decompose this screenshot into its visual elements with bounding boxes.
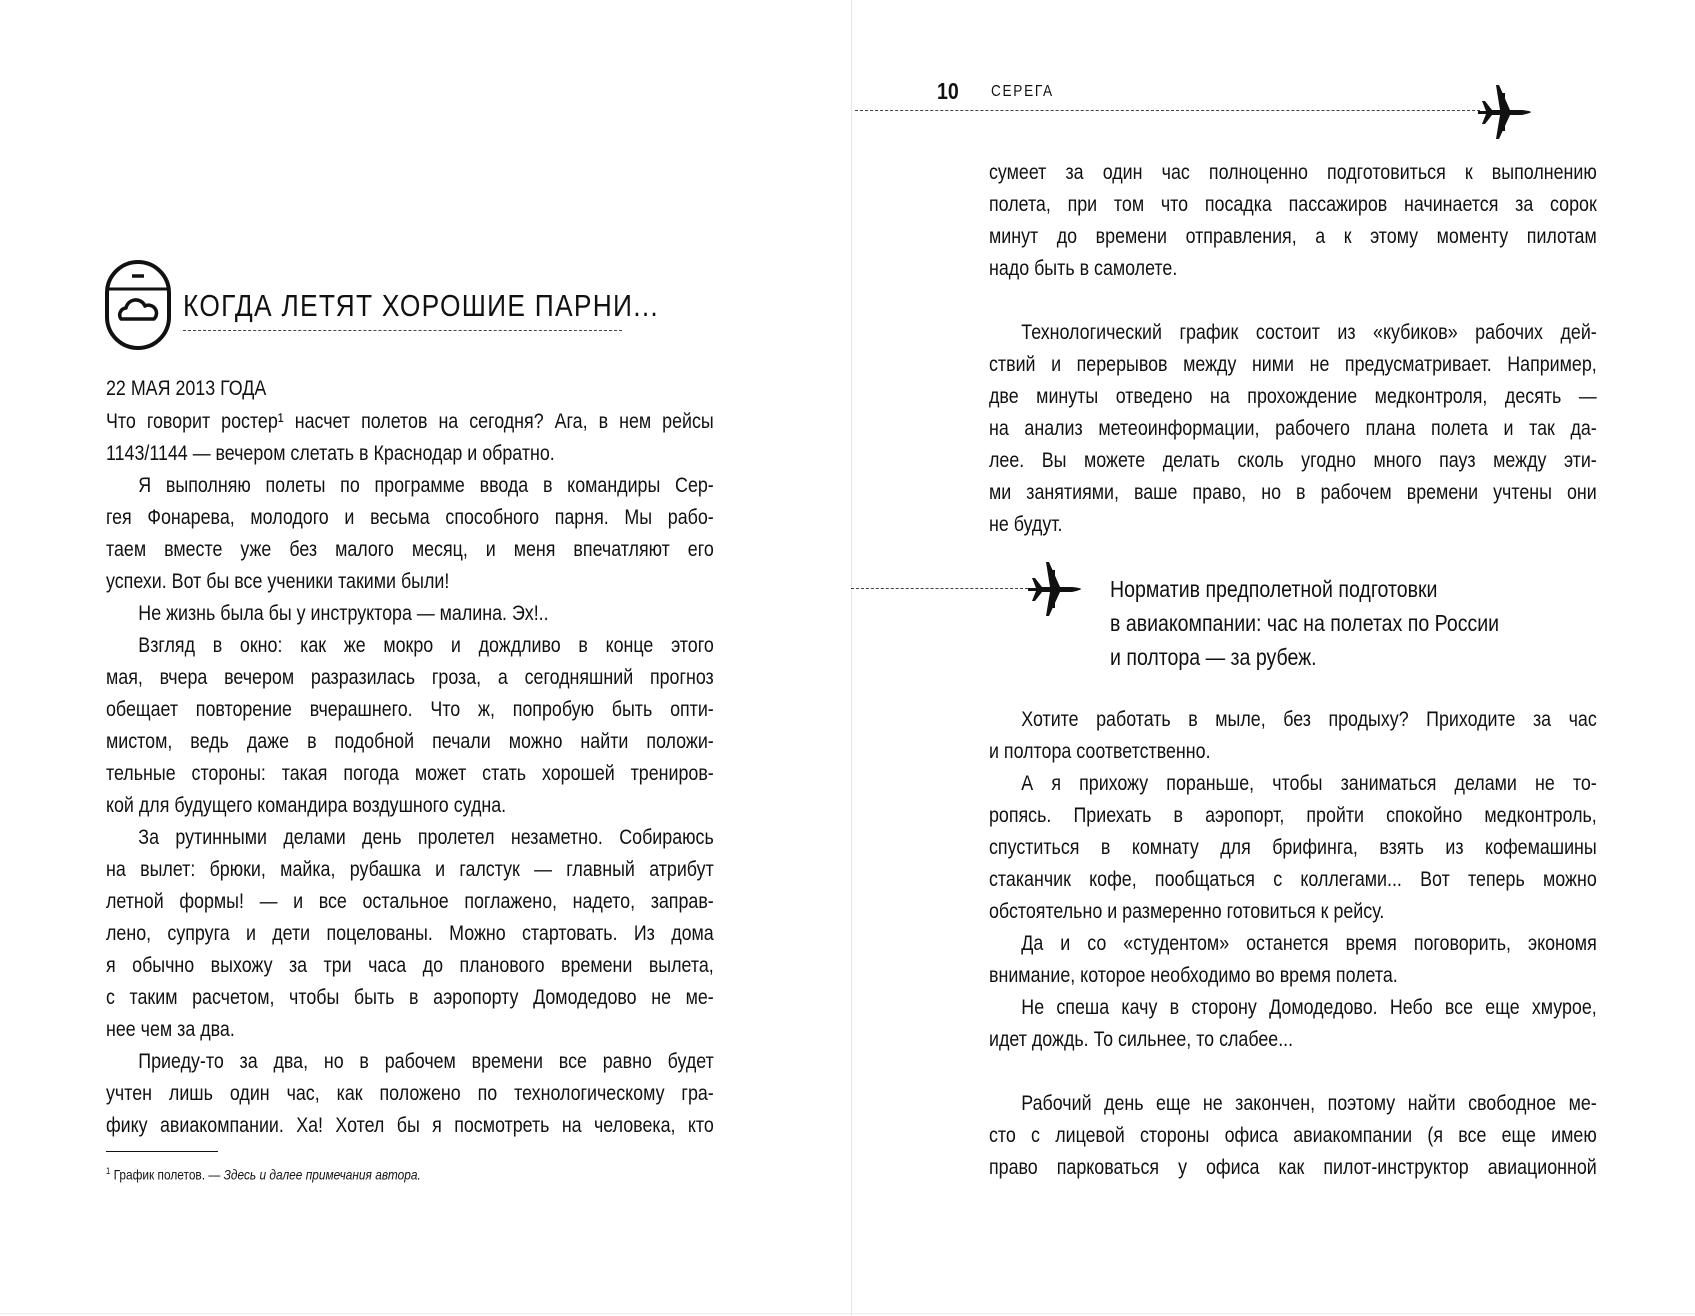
chapter-title: КОГДА ЛЕТЯТ ХОРОШИЕ ПАРНИ... bbox=[183, 288, 660, 323]
text-line: гея Фонарева, молодого и весьма способного парня. Мы рабо- bbox=[106, 506, 714, 529]
text-line: Хотите работать в мыле, без продыху? Приходите за час bbox=[1021, 708, 1597, 731]
paragraph bbox=[989, 317, 1597, 541]
text-line: не будут. bbox=[989, 513, 1063, 536]
text-line: обстоятельно и размеренно готовиться к рейсу. bbox=[989, 900, 1385, 923]
text-line: минут до времени отправления, а к этому моменту пилотам bbox=[989, 225, 1597, 248]
text-line: таем вместе уже без малого месяц, и меня впечатляют его bbox=[106, 538, 714, 561]
text-line: обещает повторение вчерашнего. Что ж, попробую быть опти- bbox=[106, 698, 714, 721]
footnote bbox=[106, 1161, 421, 1185]
paragraph bbox=[989, 928, 1597, 992]
text-line: Не жизнь была бы у инструктора — малина. Эх!.. bbox=[138, 602, 549, 625]
paragraph bbox=[106, 1046, 714, 1142]
paragraph bbox=[989, 704, 1597, 768]
paragraph bbox=[106, 470, 714, 598]
text-line: полета, при том что посадка пассажиров начинается за сорок bbox=[989, 193, 1597, 216]
footnote-mark: 1 bbox=[106, 1166, 111, 1176]
text-line: Приеду-то за два, но в рабочем времени все равно будет bbox=[138, 1050, 714, 1073]
footnote-author-note: Здесь и далее примечания автора. bbox=[223, 1166, 421, 1183]
title-dashed-rule bbox=[183, 330, 622, 331]
text-line: стаканчик кофе, пообщаться с коллегами... Вот теперь можно bbox=[989, 868, 1597, 891]
text-line: Технологический график состоит из «кубиков» рабочих дей- bbox=[1021, 321, 1597, 344]
callout-line: Норматив предполетной подготовки bbox=[1110, 576, 1438, 602]
text-line: Да и со «студентом» останется время поговорить, экономя bbox=[1021, 932, 1597, 955]
footnote-rule bbox=[106, 1151, 218, 1152]
callout-line: и полтора — за рубеж. bbox=[1110, 644, 1317, 670]
text-line: на анализ метеоинформации, рабочего плана полета и так да- bbox=[989, 417, 1597, 440]
text-line: А я прихожу пораньше, чтобы заниматься делами не то- bbox=[1021, 772, 1597, 795]
airplane-icon bbox=[1476, 84, 1532, 140]
left-body-text bbox=[106, 406, 714, 1142]
text-line: лено, супруга и дети поцелованы. Можно стартовать. Из дома bbox=[106, 922, 714, 945]
text-line: Взгляд в окно: как же мокро и дождливо в конце этого bbox=[138, 634, 714, 657]
running-head: СЕРЕГА bbox=[991, 83, 1054, 100]
text-line: нее чем за два. bbox=[106, 1018, 235, 1041]
text-line: и полтора соответственно. bbox=[989, 740, 1211, 763]
paragraph bbox=[989, 992, 1597, 1056]
callout-quote bbox=[1110, 572, 1499, 674]
text-line: две минуты отведено на прохождение медконтроля, десять — bbox=[989, 385, 1597, 408]
text-section bbox=[989, 157, 1597, 285]
text-line: мистом, ведь даже в подобной печали можно найти положи- bbox=[106, 730, 714, 753]
paragraph bbox=[106, 630, 714, 822]
text-line: 1143/1144 — вечером слетать в Краснодар и обратно. bbox=[106, 442, 555, 465]
text-line: внимание, которое необходимо во время полета. bbox=[989, 964, 1398, 987]
text-line: лее. Вы можете делать сколь угодно много пауз между эти- bbox=[989, 449, 1597, 472]
text-line: Что говорит ростер¹ насчет полетов на сегодня? Ага, в нем рейсы bbox=[106, 410, 714, 433]
paragraph bbox=[989, 157, 1597, 285]
page-gutter bbox=[851, 0, 852, 1316]
text-line: Я выполняю полеты по программе ввода в командиры Сер- bbox=[138, 474, 714, 497]
text-section bbox=[989, 317, 1597, 541]
text-section bbox=[989, 1088, 1597, 1184]
page-number: 10 bbox=[937, 78, 959, 104]
paragraph bbox=[106, 406, 714, 470]
text-line: фику авиакомпании. Ха! Хотел бы я посмотреть на человека, кто bbox=[106, 1114, 714, 1137]
paragraph bbox=[106, 822, 714, 1046]
text-line: Рабочий день еще не закончен, поэтому найти свободное ме- bbox=[1021, 1092, 1597, 1115]
text-line: мая, вчера вечером разразилась гроза, а сегодняшний прогноз bbox=[106, 666, 714, 689]
text-line: летной формы! — и все остальное поглажено, надето, заправ- bbox=[106, 890, 714, 913]
text-line: тельные стороны: такая погода может стать хорошей трениров- bbox=[106, 762, 714, 785]
paragraph bbox=[989, 1088, 1597, 1184]
header-dashed-rule bbox=[855, 110, 1480, 111]
callout-line: в авиакомпании: час на полетах по России bbox=[1110, 610, 1500, 636]
text-line: спуститься в комнату для брифинга, взять из кофемашины bbox=[989, 836, 1597, 859]
text-line: ми занятиями, ваше право, но в рабочем времени учтены они bbox=[989, 481, 1597, 504]
text-line: с таким расчетом, чтобы быть в аэропорту Домодедово не ме- bbox=[106, 986, 714, 1009]
right-body-text-top bbox=[989, 157, 1597, 541]
text-line: я обычно выхожу за три часа до планового времени вылета, bbox=[106, 954, 714, 977]
airplane-window-cloud-icon bbox=[104, 259, 172, 351]
text-line: право парковаться у офиса как пилот-инструктор авиационной bbox=[989, 1156, 1597, 1179]
text-section bbox=[106, 406, 714, 1142]
text-line: За рутинными делами день пролетел незаметно. Собираюсь bbox=[138, 826, 714, 849]
text-section bbox=[989, 704, 1597, 1056]
text-line: кой для будущего командира воздушного судна. bbox=[106, 794, 507, 817]
text-line: надо быть в самолете. bbox=[989, 257, 1178, 280]
text-line: на вылет: брюки, майка, рубашка и галстук — главный атрибут bbox=[106, 858, 714, 881]
text-line: успехи. Вот бы все ученики такими были! bbox=[106, 570, 450, 593]
text-line: сто с лицевой стороны офиса авиакомпании (я все еще имею bbox=[989, 1124, 1597, 1147]
callout-dashed-rule bbox=[851, 588, 1028, 589]
footnote-text: График полетов. — bbox=[113, 1166, 224, 1183]
text-line: сумеет за один час полноценно подготовиться к выполнению bbox=[989, 161, 1597, 184]
paragraph bbox=[106, 598, 714, 630]
right-body-text-bottom bbox=[989, 704, 1597, 1184]
entry-date: 22 МАЯ 2013 ГОДА bbox=[106, 377, 267, 400]
airplane-icon bbox=[1026, 561, 1082, 617]
text-line: ропясь. Приехать в аэропорт, пройти спокойно медконтроль, bbox=[989, 804, 1597, 827]
page-bottom-edge bbox=[0, 1313, 1695, 1314]
text-line: ствий и перерывов между ними не предусматривает. Например, bbox=[989, 353, 1597, 376]
text-line: Не спеша качу в сторону Домодедово. Небо все еще хмурое, bbox=[1021, 996, 1597, 1019]
text-line: идет дождь. То сильнее, то слабее... bbox=[989, 1028, 1294, 1051]
text-line: учтен лишь один час, как положено по технологическому гра- bbox=[106, 1082, 714, 1105]
paragraph bbox=[989, 768, 1597, 928]
